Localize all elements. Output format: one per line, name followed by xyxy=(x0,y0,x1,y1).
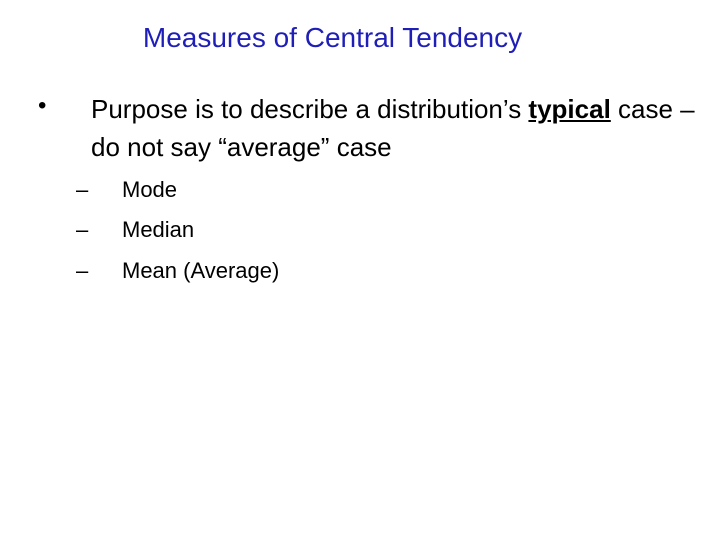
slide-title: Measures of Central Tendency xyxy=(142,22,523,53)
main-text-part1: Purpose is to describe a distribution’s xyxy=(91,94,529,124)
sub-item-label: Median xyxy=(122,217,195,242)
main-text-emphasis: typical xyxy=(528,94,611,124)
dash-icon: – xyxy=(76,258,89,283)
sub-item-label: Mean (Average) xyxy=(122,258,280,283)
sub-item-mean xyxy=(76,258,279,284)
sub-item-label: Mode xyxy=(122,177,178,202)
main-text-part2: case – do not say “average” case xyxy=(91,94,695,162)
dash-icon: – xyxy=(76,177,89,202)
sub-item-mode xyxy=(76,177,177,203)
dash-icon: – xyxy=(76,217,89,242)
main-bullet-text xyxy=(91,90,701,166)
sub-item-median xyxy=(76,217,194,243)
bullet-icon: • xyxy=(38,92,47,119)
